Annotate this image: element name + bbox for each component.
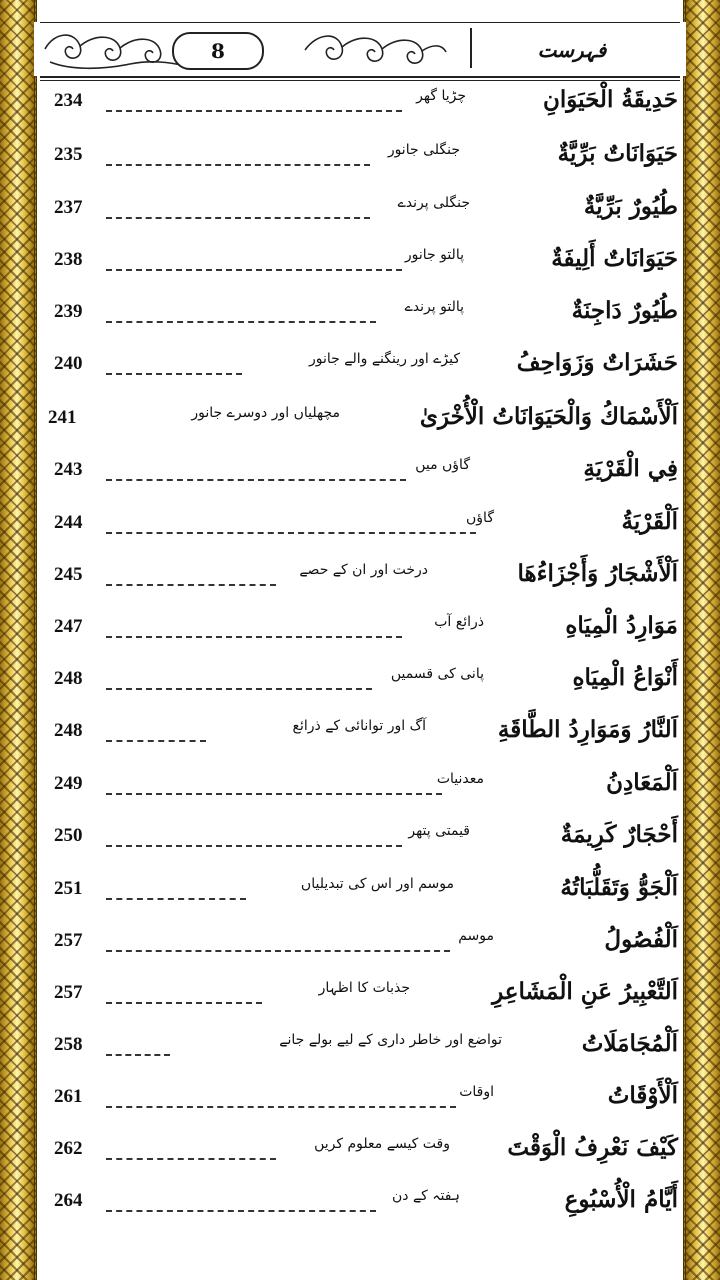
leader-dots	[106, 479, 406, 481]
page-number-badge	[172, 32, 264, 70]
toc-arabic: اَلْمُجَامَلَاتُ	[581, 1030, 678, 1057]
page-title: فہرست	[537, 38, 607, 62]
header-bottom-rule-thin	[40, 80, 680, 81]
toc-row	[40, 455, 680, 501]
toc-urdu: جنگلی پرندے	[397, 195, 470, 211]
toc-page-number: 244	[54, 512, 83, 533]
leader-dots	[106, 217, 370, 219]
toc-urdu: آگ اور توانائی کے ذرائع	[292, 718, 426, 734]
leader-dots	[106, 1158, 276, 1160]
toc-page-number: 240	[54, 353, 83, 374]
toc-row	[40, 926, 680, 972]
leader-dots	[106, 1210, 376, 1212]
toc-page-number: 248	[54, 668, 83, 689]
toc-urdu: وقت کیسے معلوم کریں	[314, 1136, 450, 1152]
toc-page-number: 237	[54, 197, 83, 218]
toc-urdu: پانی کی قسمیں	[390, 666, 484, 682]
toc-urdu: گاؤں	[466, 510, 494, 526]
toc-urdu: معدنیات	[436, 771, 484, 787]
left-ornamental-border	[0, 0, 37, 1280]
toc-row	[40, 664, 680, 710]
toc-page-number: 258	[54, 1034, 83, 1055]
toc-page-number: 257	[54, 930, 83, 951]
toc-row	[40, 978, 680, 1024]
toc-arabic: اَلتَّعْبِيرُ عَنِ الْمَشَاعِرِ	[492, 978, 678, 1005]
toc-arabic: كَيْفَ نَعْرِفُ الْوَقْتَ	[507, 1134, 678, 1161]
toc-row	[40, 86, 680, 132]
toc-arabic: حَيَوَانَاتٌ أَلِيفَةٌ	[551, 245, 678, 272]
header-bottom-rule	[40, 76, 680, 78]
leader-dots	[106, 164, 370, 166]
toc-page-number: 235	[54, 144, 83, 165]
toc-urdu: موسم	[458, 928, 494, 944]
toc-row	[40, 1030, 680, 1076]
leader-dots	[106, 373, 242, 375]
toc-page-number: 249	[54, 773, 83, 794]
page-number: 8	[211, 39, 225, 63]
leader-dots	[106, 688, 372, 690]
toc-arabic: أَيَّامُ الْأُسْبُوعِ	[564, 1186, 678, 1213]
toc-row	[40, 612, 680, 658]
toc-page-number: 243	[54, 459, 83, 480]
toc-urdu: جنگلی جانور	[387, 142, 460, 158]
toc-row	[40, 193, 680, 239]
toc-urdu: جذبات کا اظہار	[318, 980, 410, 996]
toc-arabic: أَحْجَارٌ كَرِيمَةٌ	[560, 821, 678, 848]
leader-dots	[106, 1002, 262, 1004]
leader-dots	[106, 532, 476, 534]
toc-row	[40, 245, 680, 291]
toc-arabic: طُيُورٌ بَرِّيَّةٌ	[583, 193, 678, 220]
toc-row	[40, 821, 680, 867]
toc-row	[40, 560, 680, 606]
leader-dots	[106, 1106, 456, 1108]
toc-arabic: اَلْفُصُولُ	[604, 926, 678, 953]
toc-arabic: أَنْوَاعُ الْمِيَاهِ	[572, 664, 678, 691]
toc-arabic: حَيَوَانَاتٌ بَرِّيَّةٌ	[557, 140, 678, 167]
toc-urdu: پالتو جانور	[404, 247, 464, 263]
toc-page-number: 248	[54, 720, 83, 741]
toc-row	[40, 1186, 680, 1232]
toc-urdu: مچھلیاں اور دوسرے جانور	[191, 405, 340, 421]
toc-urdu: قیمتی پتھر	[408, 823, 470, 839]
toc-page-number: 241	[48, 407, 77, 428]
toc-row	[40, 716, 680, 762]
toc-arabic: اَلْجَوُّ وَتَقَلُّبَاتُهُ	[560, 874, 678, 901]
leader-dots	[106, 321, 376, 323]
toc-urdu: کیڑے اور رینگنے والے جانور	[309, 351, 460, 367]
toc-page-number: 238	[54, 249, 83, 270]
leader-dots	[106, 950, 450, 952]
toc-page-number: 250	[54, 825, 83, 846]
scroll-ornament-middle	[300, 26, 450, 72]
toc-urdu: اوقات	[459, 1084, 494, 1100]
toc-page-number: 245	[54, 564, 83, 585]
toc-urdu: ذرائع آب	[434, 614, 484, 630]
toc-urdu: پالتو پرندے	[404, 299, 464, 315]
toc-row	[40, 297, 680, 343]
leader-dots	[106, 636, 402, 638]
toc-row	[40, 1134, 680, 1180]
toc-arabic: اَلْقَرْيَةُ	[621, 508, 678, 535]
toc-row	[40, 140, 680, 186]
toc-arabic: مَوَارِدُ الْمِيَاهِ	[565, 612, 678, 639]
toc-arabic: فِي الْقَرْيَةِ	[583, 455, 678, 482]
toc-arabic: حَشَرَاتٌ وَزَوَاحِفُ	[516, 349, 678, 376]
page-title-box	[470, 28, 672, 68]
toc-urdu: ہفتہ کے دن	[392, 1188, 460, 1204]
toc-arabic: طُيُورٌ دَاجِنَةٌ	[571, 297, 678, 324]
leader-dots	[106, 269, 402, 271]
header-top-rule	[40, 22, 680, 23]
toc-row	[40, 508, 680, 554]
toc-arabic: اَلْأَسْمَاكُ وَالْحَيَوَانَاتُ الْأُخْرَىٰ	[419, 403, 678, 430]
toc-arabic: حَدِيقَةُ الْحَيَوَانِ	[542, 86, 678, 113]
leader-dots	[106, 1054, 170, 1056]
toc-page-number: 261	[54, 1086, 83, 1107]
toc-page-number: 257	[54, 982, 83, 1003]
leader-dots	[106, 110, 402, 112]
toc-arabic: اَلْأَوْقَاتُ	[607, 1082, 678, 1109]
leader-dots	[106, 740, 206, 742]
toc-urdu: گاؤں میں	[415, 457, 470, 473]
toc-page-number: 262	[54, 1138, 83, 1159]
toc-arabic: اَلْمَعَادِنُ	[606, 769, 678, 796]
toc-arabic: اَلنَّارُ وَمَوَارِدُ الطَّاقَةِ	[497, 716, 678, 743]
leader-dots	[106, 845, 402, 847]
leader-dots	[106, 898, 246, 900]
toc-arabic: اَلْأَشْجَارُ وَأَجْزَاءُهَا	[517, 560, 678, 587]
toc-page-number: 239	[54, 301, 83, 322]
toc-urdu: موسم اور اس کی تبدیلیاں	[300, 876, 454, 892]
toc-row	[40, 403, 680, 449]
right-ornamental-border	[683, 0, 720, 1280]
toc-row	[40, 769, 680, 815]
toc-page-number: 264	[54, 1190, 83, 1211]
scroll-ornament-left	[40, 26, 190, 72]
toc-urdu: درخت اور ان کے حصے	[299, 562, 428, 578]
toc-row	[40, 1082, 680, 1128]
toc-page-number: 251	[54, 878, 83, 899]
toc-row	[40, 874, 680, 920]
toc-page-number: 234	[54, 90, 83, 111]
toc-urdu: تواضع اور خاطر داری کے لیے بولے جانے	[279, 1032, 502, 1048]
leader-dots	[106, 793, 442, 795]
leader-dots	[106, 584, 276, 586]
toc-page-number: 247	[54, 616, 83, 637]
toc-urdu: چڑیا گھر	[416, 88, 466, 104]
toc-row	[40, 349, 680, 395]
